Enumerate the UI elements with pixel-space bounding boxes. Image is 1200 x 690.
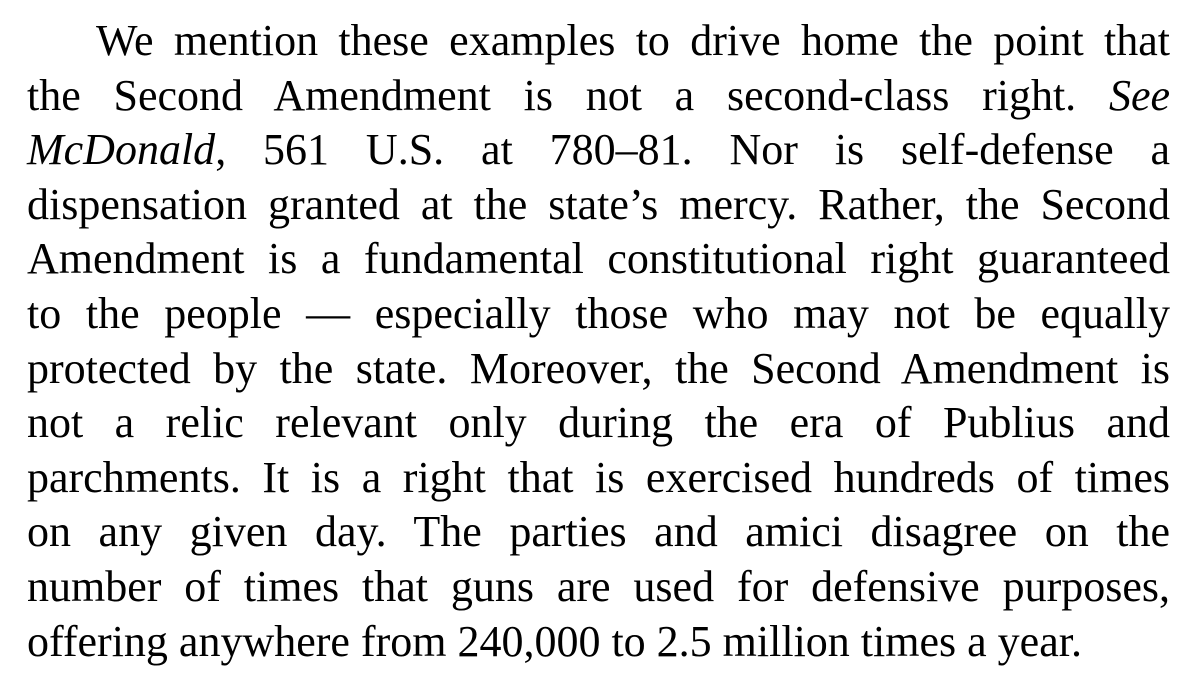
paragraph-line xyxy=(27,451,1170,506)
paragraph-line xyxy=(27,615,1170,670)
opinion-paragraph xyxy=(27,14,1170,669)
paragraph-line xyxy=(27,505,1170,560)
paragraph-line xyxy=(27,123,1170,178)
line-text: offering anywhere from 240,000 to 2.5 million times a year. xyxy=(27,616,1082,666)
line-text: the Second Amendment is not a second-class right. xyxy=(27,70,1109,120)
paragraph-line xyxy=(27,342,1170,397)
paragraph-line xyxy=(27,396,1170,451)
italic-citation-text: McDonald xyxy=(27,125,216,175)
line-text: dispensation granted at the state’s mercy. Rather, the Second xyxy=(27,179,1170,229)
paragraph-line xyxy=(27,287,1170,342)
paragraph-line xyxy=(27,232,1170,287)
line-text: parchments. It is a right that is exercised hundreds of times xyxy=(27,452,1170,502)
paragraph-line xyxy=(27,178,1170,233)
line-text: number of times that guns are used for defensive purposes, xyxy=(27,561,1170,611)
paragraph-line xyxy=(27,69,1170,124)
line-text: to the people — especially those who may not be equally xyxy=(27,288,1170,338)
paragraph-line xyxy=(27,14,1170,69)
line-text: protected by the state. Moreover, the Second Amendment is xyxy=(27,343,1170,393)
italic-citation-text: See xyxy=(1108,70,1170,120)
line-text: on any given day. The parties and amici disagree on the xyxy=(27,507,1170,557)
line-text: not a relic relevant only during the era of Publius and xyxy=(27,398,1170,448)
line-text: Amendment is a fundamental constitutional right guaranteed xyxy=(27,234,1170,284)
line-text: , 561 U.S. at 780–81. Nor is self-defense a xyxy=(215,125,1170,175)
line-text: We mention these examples to drive home the point that xyxy=(96,16,1170,65)
paragraph-line xyxy=(27,560,1170,615)
